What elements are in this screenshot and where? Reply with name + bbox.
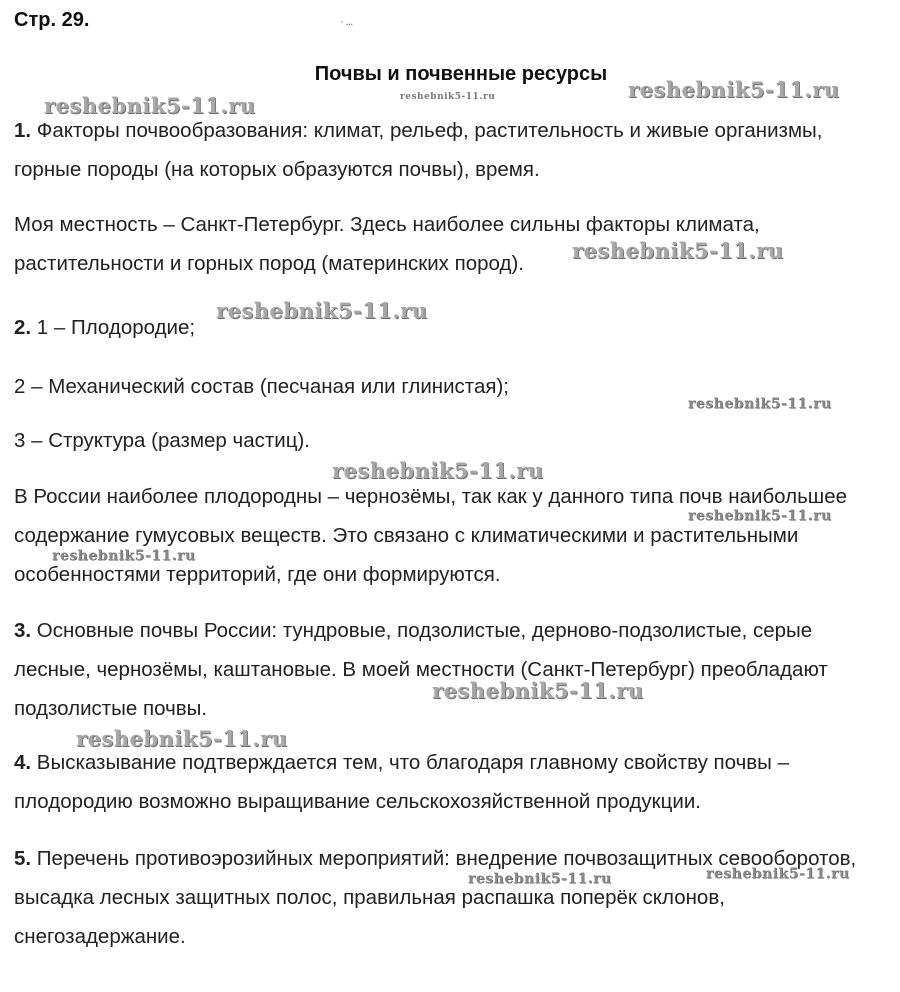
paragraph-5-text: Перечень противоэрозийных мероприятий: внедрение почвозащитных севооборотов, высадка лесных защитных полос, правильная распашка поперёк склонов, снегозадержание. [14,847,857,948]
paragraph-5 [14,839,884,956]
watermark: reshebnik5-11.ru [44,93,256,118]
page-label: Стр. 29. [14,9,90,31]
paragraph-2-text: 1 – Плодородие; [31,316,196,339]
paragraph-2d-text: В России наиболее плодородны – чернозёмы, так как у данного типа почв наибольшее содержание гумусовых веществ. Это связано с климатическими и растительными особенностями территорий, где они формируются. [14,485,848,586]
paragraph-2d [14,477,884,594]
watermark: reshebnik5-11.ru [76,726,288,751]
paragraph-4 [14,743,884,821]
paragraph-2-number: 2. [14,316,32,339]
watermark: reshebnik5-11.ru [688,508,832,524]
watermark: reshebnik5-11.ru [706,866,850,882]
paragraph-1-text: Факторы почвообразования: климат, рельеф, растительность и живые организмы, горные породы (на которых образуются почвы), время. [14,119,823,181]
paragraph-2b-text: 2 – Механический состав (песчаная или глинистая); [14,375,509,398]
watermark: reshebnik5-11.ru [468,871,612,887]
watermark: reshebnik5-11.ru [628,77,840,102]
paragraph-1b-text: Моя местность – Санкт-Петербург. Здесь наиболее сильны факторы климата, растительности и горных пород (материнских пород). [14,213,760,275]
paragraph-3-text: Основные почвы России: тундровые, подзолистые, дерново-подзолистые, серые лесные, чернозёмы, каштановые. В моей местности (Санкт-Петербург) преобладают подзолистые почвы. [14,619,828,720]
paragraph-1 [14,111,884,189]
watermark: reshebnik5-11.ru [216,298,428,323]
paragraph-4-text: Высказывание подтверждается тем, что благодаря главному свойству почвы – плодородию возможно выращивание сельскохозяйственной продукции. [14,751,789,813]
paragraph-4-number: 4. [14,751,32,774]
watermark: reshebnik5-11.ru [52,548,196,564]
paragraph-2c-text: 3 – Структура (размер частиц). [14,429,310,452]
paragraph-2 [14,308,884,347]
watermark: reshebnik5-11.ru [332,458,544,483]
paragraph-5-number: 5. [14,847,32,870]
watermark: reshebnik5-11.ru [688,396,832,412]
watermark: reshebnik5-11.ru [572,238,784,263]
paragraph-1-number: 1. [14,119,32,142]
paragraph-2c [14,421,884,460]
page-title: Почвы и почвенные ресурсы [314,63,608,85]
top-fragment: · ... [340,14,353,28]
paragraph-3 [14,611,884,728]
paragraph-3-number: 3. [14,619,32,642]
watermark: reshebnik5-11.ru [432,678,644,703]
watermark: reshebnik5-11.ru [400,92,496,102]
